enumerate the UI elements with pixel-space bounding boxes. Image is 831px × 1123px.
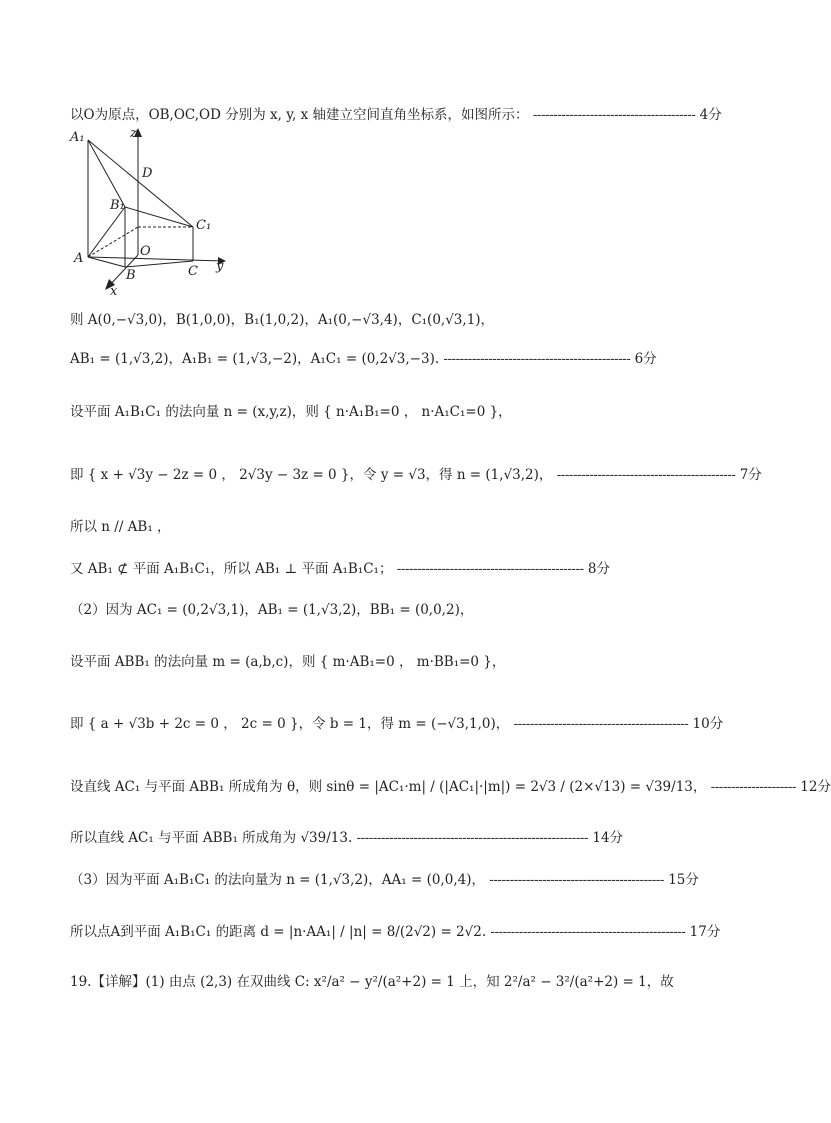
line-score: 15分: [668, 872, 699, 888]
line-text: （3）因为平面 A₁B₁C₁ 的法向量为 n = (1,√3,2)，AA₁ = (0,0,4)，: [70, 872, 485, 888]
line-score: 12分: [800, 779, 831, 795]
line-text: 即 { x + √3y − 2z = 0 ， 2√3y − 3z = 0 }，令 y = √3，得 n = (1,√3,2)，: [70, 467, 553, 483]
line-text: 以O为原点，OB,OC,OD 分别为 x, y, x 轴建立空间直角坐标系，如图所示：: [70, 107, 529, 123]
line-score: 8分: [587, 561, 611, 577]
line-3: [70, 347, 710, 367]
line-score: 17分: [689, 924, 721, 940]
edge-dashed-AO: [88, 227, 138, 257]
label-A: A: [74, 251, 84, 266]
line-score: 6分: [634, 351, 657, 367]
line-10: [70, 712, 724, 732]
label-z: z: [130, 126, 137, 141]
line-score: 10分: [692, 716, 724, 732]
line-text: 19.【详解】(1) 由点 (2,3) 在双曲线 C: x²/a² − y²/(a²+2) = 1 上，知 2²/a² − 3²/(a²+2) = 1，故: [70, 974, 674, 990]
edge-AB1: [88, 207, 125, 257]
line-score: 14分: [592, 830, 624, 846]
line-score: 7分: [739, 467, 762, 483]
line-4: [70, 400, 710, 420]
line-14: [70, 920, 721, 940]
line-text: 又 AB₁ ⊄ 平面 A₁B₁C₁，所以 AB₁ ⊥ 平面 A₁B₁C₁；: [70, 561, 393, 577]
line-text: 设平面 A₁B₁C₁ 的法向量 n = (x,y,z)，则 { n·A₁B₁=0 ， n·A₁C₁=0 }，: [70, 404, 512, 420]
line-9: [70, 650, 710, 670]
label-y: y: [216, 259, 224, 274]
label-C1: C₁: [196, 218, 212, 233]
line-dashes: ----------------------------------------------: [443, 351, 631, 367]
label-O: O: [140, 244, 151, 259]
line-text: （2）因为 AC₁ = (0,2√3,1)，AB₁ = (1,√3,2)，BB₁ = (0,0,2)，: [70, 602, 474, 618]
line-text: 即 { a + √3b + 2c = 0 ， 2c = 0 }，令 b = 1，得 m = (−√3,1,0)，: [70, 716, 510, 732]
line-8: [70, 598, 710, 618]
line-text: 所以 n // AB₁ ，: [70, 519, 171, 535]
line-text: 设平面 ABB₁ 的法向量 m = (a,b,c)，则 { m·AB₁=0 ， m·BB₁=0 }，: [70, 654, 506, 670]
label-C: C: [188, 264, 198, 279]
line-12: [70, 826, 710, 846]
edge-A1B1: [88, 140, 125, 207]
line-15: [70, 970, 710, 990]
line-7: [70, 557, 710, 577]
y-axis: [88, 257, 223, 261]
line-1: [70, 103, 722, 123]
line-6: [70, 515, 710, 535]
edge-A1C1: [88, 140, 193, 227]
label-B1: B₁: [110, 198, 125, 213]
line-score: 4分: [699, 107, 722, 123]
line-dashes: --------------------------------------------: [556, 467, 736, 483]
edge-B1C1: [125, 207, 193, 227]
label-D: D: [142, 166, 153, 181]
line-text: 所以直线 AC₁ 与平面 ABB₁ 所成角为 √39/13.: [70, 830, 353, 846]
edge-AB: [88, 257, 125, 267]
line-text: 所以点A到平面 A₁B₁C₁ 的距离 d = |n·AA₁| / |n| = 8/(2√2) = 2√2.: [70, 924, 487, 940]
line-dashes: ---------------------: [710, 779, 796, 795]
edge-BC: [125, 261, 193, 267]
line-5: [70, 463, 762, 483]
coordinate-figure: [68, 125, 238, 297]
line-dashes: ---------------------------------------------------------: [356, 830, 589, 846]
line-text: 设直线 AC₁ 与平面 ABB₁ 所成角为 θ，则 sinθ = |AC₁·m| / (|AC₁|·|m|) = 2√3 / (2×√13) = √39/13，: [70, 779, 707, 795]
label-x: x: [110, 284, 118, 299]
line-11: [70, 775, 831, 795]
line-2: [70, 308, 710, 328]
label-B: B: [126, 268, 136, 283]
line-text: 则 A(0,−√3,0)，B(1,0,0)，B₁(1,0,2)，A₁(0,−√3,4)，C₁(0,√3,1)，: [70, 312, 495, 328]
line-dashes: ------------------------------------------------: [490, 924, 686, 940]
label-A1: A₁: [70, 130, 85, 145]
line-dashes: ----------------------------------------------: [396, 561, 584, 577]
line-text: AB₁ = (1,√3,2)，A₁B₁ = (1,√3,−2)，A₁C₁ = (0,2√3,−3).: [70, 351, 440, 367]
line-dashes: -------------------------------------------: [489, 872, 664, 888]
line-dashes: -------------------------------------------: [513, 716, 689, 732]
line-dashes: ----------------------------------------: [532, 107, 696, 123]
line-13: [70, 868, 710, 888]
